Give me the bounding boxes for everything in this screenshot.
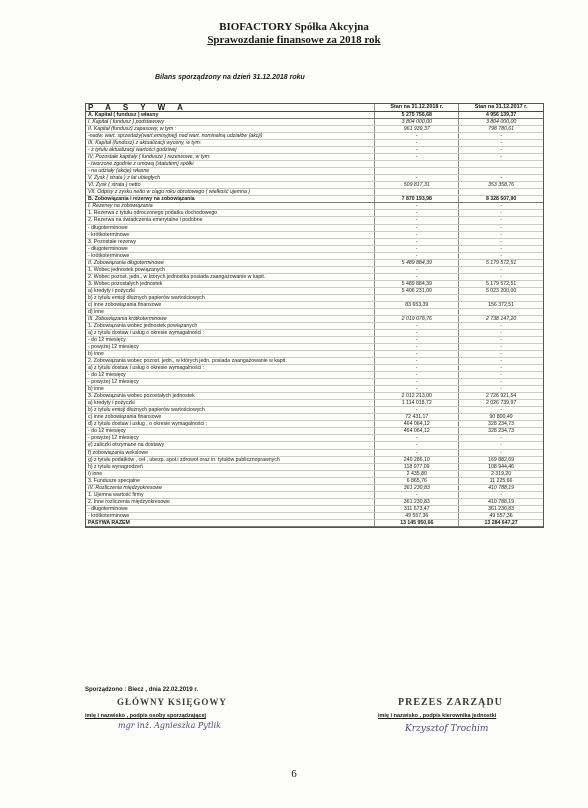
report-title <box>0 34 588 47</box>
value-2017 <box>459 168 543 174</box>
column-header-2018: Stan na 31.12.2018 r. <box>375 104 459 111</box>
prepared-note: Sporządzono : Biecz , dnia 22.02.2019 r. <box>85 687 199 693</box>
value-2018: 240 286,10 <box>375 457 459 463</box>
value-2018: - <box>375 175 459 181</box>
table-row <box>86 203 543 210</box>
row-label: II. Zobowiązania długoterminowe <box>86 260 375 266</box>
row-label: V. Zysk ( strata ) z lat ubiegłych <box>86 175 375 181</box>
liabilities-table <box>85 103 544 528</box>
ceo-stamp: PREZES ZARZĄDU <box>398 697 503 708</box>
row-label: I. Rezerwy na zobowiązania <box>86 203 375 209</box>
table-row <box>86 485 543 492</box>
value-2018: 83 653,39 <box>375 302 459 308</box>
row-label: - powyżej 12 miesięcy <box>86 344 375 350</box>
value-2017: 328 234,73 <box>488 428 515 435</box>
value-2017: - <box>500 365 502 372</box>
value-2018: 72 431,17 <box>375 414 459 420</box>
value-2018: - <box>375 365 459 371</box>
row-label: h) z tytułu wynagrodzeń <box>86 464 375 470</box>
manager-label: imię i nazwisko , podpis kierownika jednostki <box>378 713 497 719</box>
value-2018: 464 064,12 <box>375 428 459 434</box>
row-label: i) inne <box>86 471 375 477</box>
row-label: b) inne <box>86 386 375 392</box>
table-row <box>86 457 543 464</box>
value-2018: 5 489 884,39 <box>375 281 459 287</box>
table-row <box>86 365 543 372</box>
page-number: 6 <box>291 768 297 780</box>
value-2017: - <box>500 217 502 224</box>
value-2017: 5 179 572,51 <box>485 259 517 266</box>
column-header-2017: Stan na 31.12.2017 r. <box>474 104 528 110</box>
table-row <box>86 337 543 344</box>
balance-subtitle: Bilans sporządzony na dzień 31.12.2018 roku <box>155 74 305 81</box>
table-row <box>86 379 543 386</box>
value-2017: 13 284 647,27 <box>484 519 518 526</box>
value-2018: 5 406 231,00 <box>375 288 459 294</box>
table-row <box>86 442 543 449</box>
value-2018: - <box>375 337 459 343</box>
row-label: - powyżej 12 miesięcy <box>86 379 375 385</box>
value-2017: 410 788,19 <box>488 498 515 505</box>
value-2018: 464 064,12 <box>375 421 459 427</box>
row-label: VI. Zysk ( strata ) netto <box>86 182 375 188</box>
row-label: 1. Rezerwa z tytułu odroczonego podatku dochodowego <box>86 210 375 216</box>
value-2017: 2 726 921,54 <box>485 393 517 400</box>
table-header-row <box>86 104 543 112</box>
table-title: P A S Y W A <box>86 104 375 111</box>
value-2017: 90 800,49 <box>489 414 513 421</box>
row-label: b) z tytułu emisji dłużnych papierów wartościowych <box>86 407 375 413</box>
row-label: - długoterminowe <box>86 225 375 231</box>
table-row <box>86 450 543 457</box>
table-row <box>86 133 543 140</box>
value-2017: 2 026 739,97 <box>485 400 517 407</box>
value-2018: - <box>375 253 459 259</box>
value-2017: - <box>500 322 502 329</box>
value-2017: - <box>500 224 502 231</box>
value-2018: - <box>375 147 459 153</box>
row-label: 2. Inne rozliczenia międzyokresowe <box>86 499 375 505</box>
table-row <box>86 499 543 506</box>
value-2018: 961 939,37 <box>375 126 459 132</box>
value-2017: - <box>500 252 502 259</box>
value-2017: 8 328 507,90 <box>485 196 517 203</box>
value-2018: - <box>375 239 459 245</box>
row-label: 2. Wobec pozost. jedn., w których jednostka posiada zaangażowanie w kapit. <box>86 274 375 280</box>
value-2017: - <box>500 407 502 414</box>
table-row <box>86 393 543 400</box>
value-2017: - <box>500 379 502 386</box>
value-2017: 410 788,19 <box>488 484 515 491</box>
table-row <box>86 119 543 126</box>
table-row <box>86 478 543 485</box>
value-2017: 11 225,66 <box>489 477 513 484</box>
value-2018: 5 489 884,39 <box>375 260 459 266</box>
preparer-signature: mgr inż. Agnieszka Pytlik <box>118 721 221 730</box>
row-label: IV. Rozliczenia międzyokresowe <box>86 485 375 491</box>
value-2018: - <box>375 203 459 209</box>
table-row <box>86 323 543 330</box>
row-label: f) zobowiązania wekslowe <box>86 450 375 456</box>
row-label: 1. Zobowiązania wobec jednostek powiązanych <box>86 323 375 329</box>
row-label: a) kredyty i pożyczki <box>86 400 375 406</box>
value-2018: - <box>375 450 459 456</box>
row-label: e) zaliczki otrzymane na dostawy <box>86 442 375 448</box>
row-label: II. Kapitał (fundusz) zapasowy, w tym : <box>86 126 375 132</box>
row-label: - długoterminowe <box>86 506 375 512</box>
value-2017: - <box>500 358 502 365</box>
table-row <box>86 154 543 161</box>
value-2018: - <box>375 154 459 160</box>
table-row <box>86 428 543 435</box>
row-label: PASYWA RAZEM <box>86 520 375 526</box>
table-row <box>86 189 543 196</box>
value-2018 <box>375 295 459 301</box>
table-row <box>86 260 543 267</box>
table-row <box>86 232 543 239</box>
table-row <box>86 274 543 281</box>
value-2017: - <box>500 238 502 245</box>
value-2018: 311 673,47 <box>375 506 459 512</box>
value-2017: - <box>500 449 502 456</box>
value-2017: - <box>500 140 502 147</box>
value-2018: - <box>375 435 459 441</box>
preparer-label: imię i nazwisko , podpis osoby sporządzającej <box>85 713 207 719</box>
value-2018: - <box>375 379 459 385</box>
value-2018: 3 804 000,00 <box>375 119 459 125</box>
value-2018: - <box>375 330 459 336</box>
value-2018: 49 557,36 <box>375 513 459 519</box>
value-2017: 2 738 147,20 <box>485 315 517 322</box>
row-label: - krótkoterminowe <box>86 232 375 238</box>
value-2017: - <box>500 273 502 280</box>
value-2017: - <box>500 266 502 273</box>
row-label: B. Zobowiązania i rezerwy na zobowiązania <box>86 196 375 202</box>
table-row <box>86 520 543 527</box>
value-2017: - <box>500 175 502 182</box>
row-label: I. Kapitał ( fundusz ) podstawowy <box>86 119 375 125</box>
row-label: c) inne zobowiązania finansowe <box>86 414 375 420</box>
value-2018: 509 817,31 <box>375 182 459 188</box>
table-row <box>86 344 543 351</box>
table-row <box>86 358 543 365</box>
value-2017: - <box>500 154 502 161</box>
row-label: - tworzone zgodnie z umową (statutem) spółki <box>86 161 375 167</box>
value-2018: 7 870 193,98 <box>375 196 459 202</box>
value-2018: - <box>375 133 459 139</box>
value-2018: - <box>375 344 459 350</box>
row-label: 2. Rezerwa na świadczenia emerytalne i podobne <box>86 217 375 223</box>
row-label: b) z tytułu emisji dłużnych papierów wartościowych <box>86 295 375 301</box>
row-label: a) kredyty i pożyczki <box>86 288 375 294</box>
value-2018: - <box>375 442 459 448</box>
value-2017: 361 230,83 <box>488 505 515 512</box>
value-2018: - <box>375 246 459 252</box>
table-row <box>86 253 543 260</box>
value-2017 <box>459 189 543 195</box>
table-row <box>86 225 543 232</box>
value-2018: 13 145 950,66 <box>375 520 459 526</box>
value-2018: - <box>375 323 459 329</box>
table-row <box>86 210 543 217</box>
table-row <box>86 316 543 323</box>
value-2017: - <box>500 344 502 351</box>
row-label: b) inne <box>86 351 375 357</box>
table-row <box>86 506 543 513</box>
value-2018: - <box>375 492 459 498</box>
row-label: - krótkoterminowe <box>86 253 375 259</box>
value-2018: - <box>375 372 459 378</box>
value-2018: 6 865,76 <box>375 478 459 484</box>
table-row <box>86 330 543 337</box>
table-row <box>86 246 543 253</box>
value-2017: - <box>500 245 502 252</box>
value-2018 <box>375 189 459 195</box>
value-2017: - <box>500 435 502 442</box>
value-2017: 156 372,51 <box>488 301 515 308</box>
value-2017: 798 780,61 <box>488 126 515 133</box>
table-row <box>86 140 543 147</box>
value-2017: - <box>500 231 502 238</box>
value-2017 <box>459 309 543 315</box>
table-row <box>86 267 543 274</box>
table-row <box>86 435 543 442</box>
value-2018: 118 977,09 <box>375 464 459 470</box>
row-label: 1. Wobec jednostek powiązanych <box>86 267 375 273</box>
value-2018: - <box>375 225 459 231</box>
value-2017: 5 179 572,51 <box>485 280 517 287</box>
value-2018: 1 114 018,72 <box>375 400 459 406</box>
table-row <box>86 513 543 520</box>
row-label: a) z tytułu dostaw i usług o okresie wymagalności : <box>86 330 375 336</box>
value-2018: - <box>375 232 459 238</box>
value-2017: - <box>500 337 502 343</box>
table-row <box>86 414 543 421</box>
table-row <box>86 471 543 478</box>
row-label: 1. Ujemna wartość firmy <box>86 492 375 498</box>
row-label: - na udziały (akcje) własne <box>86 168 375 174</box>
value-2018: 2 012 213,00 <box>375 393 459 399</box>
table-row <box>86 295 543 302</box>
value-2018: - <box>375 210 459 216</box>
row-label: - do 12 miesięcy <box>86 337 375 343</box>
row-label: III. Kapitał (fundusz) z aktualizacji wyceny, w tym: <box>86 140 375 146</box>
table-row <box>86 147 543 154</box>
value-2017: - <box>500 372 502 379</box>
value-2018: 361 230,83 <box>375 499 459 505</box>
table-row <box>86 351 543 358</box>
value-2018: - <box>375 274 459 280</box>
table-row <box>86 182 543 189</box>
table-row <box>86 421 543 428</box>
value-2017: 3 804 000,00 <box>485 119 517 126</box>
row-label: IV. Pozostałe kapitały ( fundusze ) rezerwowe, w tym: <box>86 154 375 160</box>
table-row <box>86 386 543 393</box>
row-label: - długoterminowe <box>86 246 375 252</box>
value-2018 <box>375 309 459 315</box>
value-2017: 353 358,76 <box>488 182 515 189</box>
company-name: BIOFACTORY Spółka Akcyjna <box>219 21 369 33</box>
value-2017: - <box>500 351 502 358</box>
table-row <box>86 281 543 288</box>
value-2018: - <box>375 267 459 273</box>
value-2017: - <box>500 386 502 393</box>
table-row <box>86 372 543 379</box>
value-2018: - <box>375 358 459 364</box>
row-label: - do 12 miesięcy <box>86 372 375 378</box>
table-row <box>86 492 543 499</box>
value-2017: 5 023 200,00 <box>485 287 517 294</box>
value-2017: 4 956 139,37 <box>485 112 517 118</box>
row-label: - z tytułu aktualizacji wartości godziwej <box>86 147 375 153</box>
value-2018: - <box>375 217 459 223</box>
row-label: A. Kapitał ( fundusz ) własny <box>86 112 375 118</box>
table-row <box>86 196 543 203</box>
table-row <box>86 309 543 316</box>
value-2017: - <box>500 133 502 140</box>
table-row <box>86 464 543 471</box>
value-2018: 2 019 078,76 <box>375 316 459 322</box>
table-row <box>86 400 543 407</box>
row-label: 3. Pozostałe rezerwy <box>86 239 375 245</box>
report-title-text: Sprawozdanie finansowe za 2018 rok <box>207 34 381 46</box>
chief-accountant-stamp: GŁÓWNY KSIĘGOWY <box>117 697 227 707</box>
value-2017: - <box>500 210 502 217</box>
value-2017: 169 882,69 <box>488 456 515 463</box>
row-label: c) inne zobowiązania finansowe <box>86 302 375 308</box>
row-label: - krótkoterminowe <box>86 513 375 519</box>
table-row <box>86 168 543 175</box>
value-2017: 2 319,20 <box>490 470 512 477</box>
value-2018: - <box>375 386 459 392</box>
row-label: 2. Zobowiązania wobec pozost. jedn., w których jedn. posiada zaangażowanie w kapit. <box>86 358 375 364</box>
value-2017: - <box>500 203 502 210</box>
table-row <box>86 112 543 119</box>
table-row <box>86 288 543 295</box>
row-label: VII. Odpisy z zysku netto w ciągu roku obrotowego ( wielkość ujemna ) <box>86 189 375 195</box>
row-label: 3. Fundusze specjalne <box>86 478 375 484</box>
value-2017: - <box>500 491 502 498</box>
row-label: a) z tytułu dostaw i usług o okresie wymagalności : <box>86 365 375 371</box>
value-2017: 328 234,73 <box>488 421 515 428</box>
table-row <box>86 217 543 224</box>
row-label: 3. Zobowiązania wobec pozostałych jednostek <box>86 393 375 399</box>
value-2017: 49 557,36 <box>489 512 513 519</box>
row-label: III. Zobowiązania krótkoterminowe <box>86 316 375 322</box>
value-2018: 361 230,83 <box>375 485 459 491</box>
value-2018 <box>375 168 459 174</box>
value-2018 <box>375 161 459 167</box>
manager-signature: Krzysztof Trochim <box>405 724 489 734</box>
value-2018: 2 435,80 <box>375 471 459 477</box>
table-row <box>86 126 543 133</box>
row-label: g) z tytułu podatków , ceł , ubezp. społ.i zdrowot oraz in. tytułów publicznoprawnych <box>86 457 375 463</box>
value-2017: - <box>500 329 502 336</box>
value-2018: - <box>375 351 459 357</box>
value-2017 <box>459 295 543 301</box>
table-row <box>86 302 543 309</box>
value-2017: 108 944,46 <box>488 463 515 470</box>
value-2017 <box>459 161 543 167</box>
value-2018: 5 275 756,68 <box>375 112 459 118</box>
value-2017: - <box>500 442 502 449</box>
row-label: - do 12 miesięcy <box>86 428 375 434</box>
value-2018: - <box>375 407 459 413</box>
value-2018: - <box>375 140 459 146</box>
row-label: d) z tytułu dostaw i usług , o okresie wymagalności : <box>86 421 375 427</box>
row-label: 3. Wobec pozostałych jednostek <box>86 281 375 287</box>
row-label: d) inne <box>86 309 375 315</box>
row-label: -nadw. wart. sprzedaży(wart.emisyjnej) nad wart. nominalną udziałów (akcji) <box>86 133 375 139</box>
table-row <box>86 175 543 182</box>
value-2017: - <box>500 147 502 154</box>
row-label: - powyżej 12 miesięcy <box>86 435 375 441</box>
table-row <box>86 161 543 168</box>
table-row <box>86 407 543 414</box>
table-row <box>86 239 543 246</box>
